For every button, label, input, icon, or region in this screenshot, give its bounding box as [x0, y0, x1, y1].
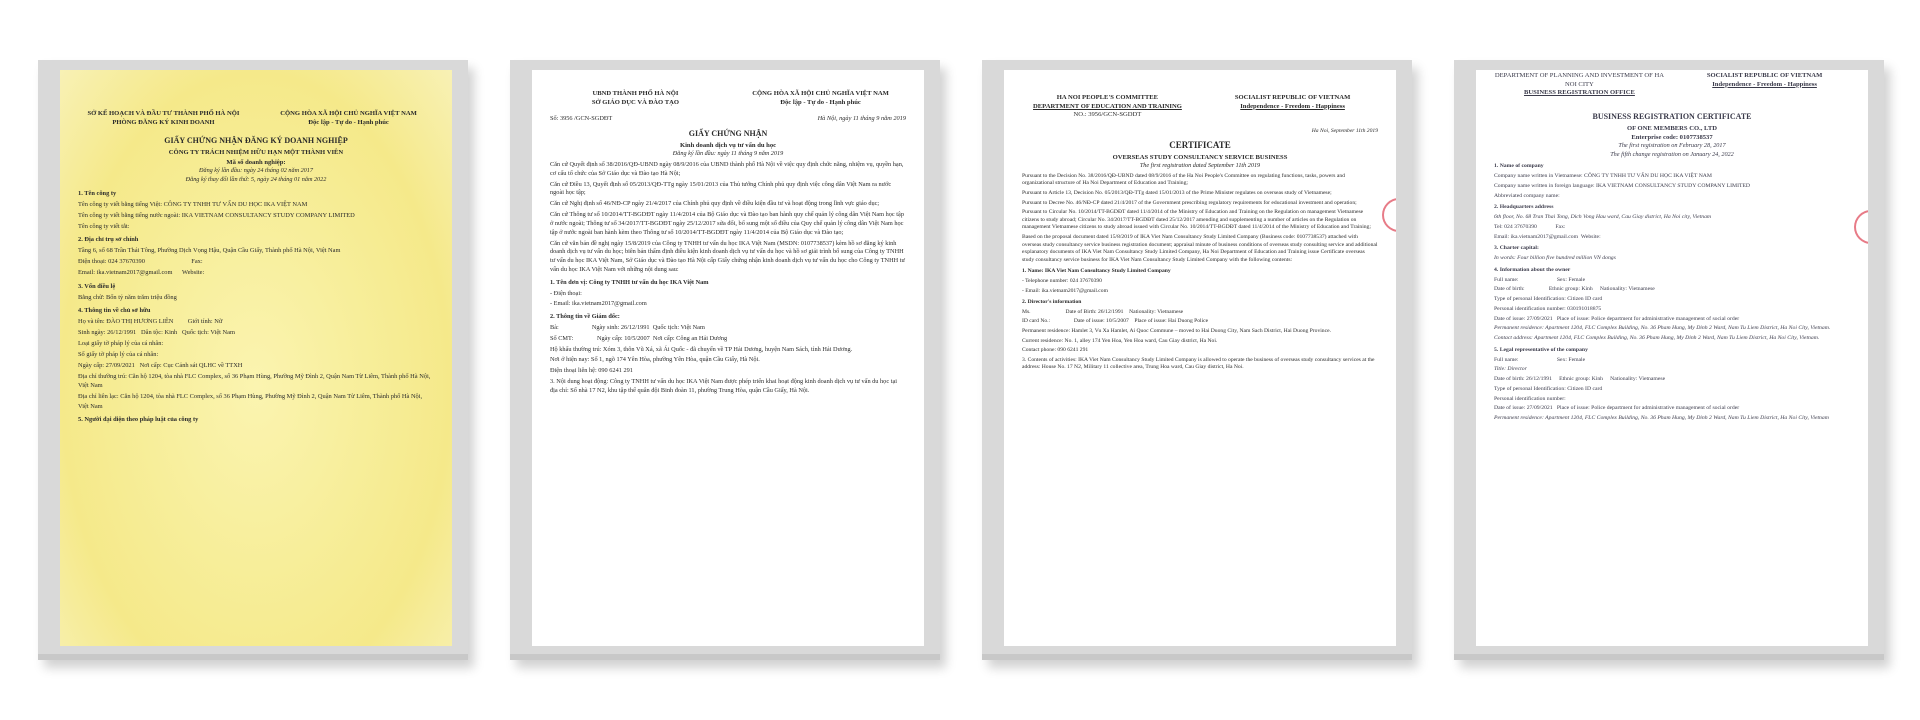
text-line [78, 257, 434, 266]
text-line: Tên công ty viết bằng tiếng nước ngoài: IKA VIETNAM CONSULTANCY STUDY COMPANY LIMITED [78, 211, 355, 219]
text-line [1494, 234, 1850, 242]
paragraph: Pursuant to the Decision No. 38/2016/QĐ-UBND dated 08/9/2016 of the Ha Noi People's Committee on regulating functions, tasks, powers and organizational structure of Ha Noi Department of Education and Training; [1022, 172, 1345, 187]
text-line: Bằng chữ: Bốn tỷ năm trăm triệu đồng [78, 293, 177, 301]
nation-line: CỘNG HÒA XÃ HỘI CHỦ NGHĨA VIỆT NAM [280, 110, 417, 117]
first-registration: The first registration on February 28, 2017 [1618, 142, 1726, 150]
text-line: - Email: ika.vietnam2017@gmail.com [1022, 287, 1108, 294]
text-line: 6th floor, No. 68 Tran Thai Tong, Dich Vong Hau ward, Cau Giay district, Ha Noi city, Vietnam [1494, 214, 1712, 221]
text-line: Company name written in foreign language: IKA VIETNAM CONSULTANCY STUDY COMPANY LIMITED [1494, 182, 1751, 189]
issue-date: Hà Nội, ngày 11 tháng 9 năm 2019 [817, 115, 906, 123]
section-heading: 2. Headquarters address [1494, 204, 1554, 211]
text-line [550, 324, 906, 333]
text-line [1494, 316, 1850, 324]
document-card-4[interactable] [1454, 60, 1884, 660]
field-value: Tel: 024 37670390 [1494, 223, 1537, 230]
field-value: Date of Birth: 26/12/1991 [1065, 308, 1124, 315]
section-heading: 1. Tên đơn vị: Công ty TNHH tư vấn du học IKA Việt Nam [550, 278, 709, 286]
text-line: Tên công ty viết bằng tiếng Việt: CÔNG TY TNHH TƯ VẤN DU HỌC IKA VIỆT NAM [78, 200, 308, 208]
field-value: Nationality: Vietnamese [1599, 286, 1655, 293]
nation-line: SOCIALIST REPUBLIC OF VIETNAM [1234, 94, 1351, 101]
field-value: Sex: Female [1556, 276, 1586, 283]
motto-line: Độc lập - Tự do - Hạnh phúc [308, 118, 389, 126]
text-line: Contact phone: 090 6241 291 [1022, 347, 1089, 354]
text-line: Loại giấy tờ pháp lý của cá nhân: [78, 340, 164, 348]
paragraph: Pursuant to Circular No. 10/2014/TT-BGDĐT dated 11/4/2014 of the Ministry of Education and Training on the Regulation on management Vietnamese citizens to study abroad; Circular No. 34/2017/TT-BGDĐT dated 25/12/2017 amending and supplementing a number of articles on the Regulation on management Vietnamese citizens to study abroad issued with Circular No. 10/2014/TT-BGDĐT dated 11/4/2014 of the Ministry of Education and Training; [1022, 209, 1371, 231]
document-card-1[interactable] [38, 60, 468, 660]
issuer-line: SỞ GIÁO DỤC VÀ ĐÀO TẠO [591, 98, 679, 106]
red-seal-icon [1854, 210, 1868, 244]
text-line: Hộ khẩu thường trú: Xóm 3, thôn Vũ Xá, xã Ái Quốc - đã chuyển về TP Hải Dương, huyện Nam Sách, tỉnh Hải Dương. [550, 345, 853, 353]
text-line [1494, 357, 1850, 365]
issuer-line: UBND THÀNH PHỐ HÀ NỘI [592, 90, 679, 97]
document-subtitle: Kinh doanh dịch vụ tư vấn du học [679, 142, 777, 150]
text-line: Permanent residence: Hamlet 3, Vu Xa Hamlet, Ai Quoc Commune – moved to Hai Duong City, Nam Sach District, Hai Duong Province. [1022, 327, 1331, 334]
text-line [78, 268, 434, 277]
motto-line: Độc lập - Tự do - Hạnh phúc [780, 98, 861, 106]
nation-line: CỘNG HÒA XÃ HỘI CHỦ NGHĨA VIỆT NAM [752, 90, 889, 97]
nation-line: SOCIALIST REPUBLIC OF VIETNAM [1706, 72, 1823, 79]
text-line: Nơi ở hiện nay: Số 1, ngõ 174 Yên Hòa, phường Yên Hòa, quận Cầu Giấy, Hà Nội. [550, 356, 760, 364]
field-value: Date of birth: [1494, 286, 1525, 293]
text-line: Type of personal Identification: Citizen ID card [1494, 296, 1603, 303]
paragraph: Pursuant to Decree No. 46/NĐ-CP dated 21/4/2017 of the Government prescribing regulatory requirements for educational investment and operation; [1022, 199, 1357, 206]
text-line: Số giấy tờ pháp lý của cá nhân: [78, 351, 159, 359]
document-page [1476, 70, 1868, 646]
field-value: Dân tộc: Kinh [141, 328, 178, 336]
field-value: Quốc tịch: Việt Nam [182, 328, 235, 336]
field-value: Ethnic group: Kinh [1548, 286, 1593, 293]
paragraph: Căn cứ Điều 13, Quyết định số 05/2013/QĐ-TTg ngày 15/01/2013 của Thủ tướng Chính phủ quy định việc công dân Việt Nam ra nước ngoài học tập; [550, 180, 892, 197]
text-line: Company name written in Vietnamese: CÔNG TY TNHH TƯ VẤN DU HỌC IKA VIỆT NAM [1494, 173, 1712, 180]
field-value: Ngày cấp: 27/09/2021 [78, 362, 135, 370]
field-value: Bà: [550, 324, 559, 332]
paragraph: Căn cứ Thông tư số 10/2014/TT-BGDĐT ngày 11/4/2014 của Bộ Giáo dục và Đào tạo ban hành quy chế quản lý công dân Việt Nam học tập ở nước ngoài; Thông tư số 34/2017/TT-BGDĐT ngày 25/12/2017 sửa đổi, bổ sung một số điều của Quy chế quản lý công dân Việt Nam học tập ở nước ngoài ban hành kèm theo Thông tư số 10/2014/TT-BGDĐT ngày 11/4/2014 của Bộ Giáo dục và Đào tạo; [550, 211, 904, 236]
field-value: Date of issue: 27/09/2021 [1494, 405, 1553, 412]
document-title: BUSINESS REGISTRATION CERTIFICATE [1592, 111, 1752, 121]
document-card-2[interactable] [510, 60, 940, 660]
paragraph: Căn cứ Quyết định số 38/2016/QĐ-UBND ngày 08/9/2016 của UBND thành phố Hà Nội về việc quy định chức năng, nhiệm vụ, quyền hạn, cơ cấu tổ chức của Sở Giáo dục và Đào tạo Hà Nội; [550, 161, 904, 177]
issuer-line: DEPARTMENT OF PLANNING AND INVESTMENT OF HA NOI CITY [1494, 72, 1664, 88]
issuer-line: SỞ KẾ HOẠCH VÀ ĐẦU TƯ THÀNH PHỐ HÀ NỘI [87, 110, 240, 117]
text-line: Abbreviated company name: [1494, 192, 1560, 199]
field-value: Điện thoại: 024 37670390 [78, 258, 145, 266]
paragraph: Căn cứ Nghị định số 46/NĐ-CP ngày 21/4/2017 của Chính phủ quy định về điều kiện đầu tư và hoạt động trong lĩnh vực giáo dục; [550, 200, 880, 208]
first-registration: The first registration dated September 11th 2019 [1139, 162, 1261, 170]
text-line: Địa chỉ thường trú: Căn hộ 1204, tòa nhà FLC Complex, số 36 Phạm Hùng, Phường Mỹ Đình 2, Quận Nam Từ Liêm, Thành phố Hà Nội, Việt Nam [78, 373, 431, 390]
section-heading: 4. Thông tin về chủ sở hữu [78, 306, 151, 314]
first-registration: Đăng ký lần đầu: ngày 24 tháng 02 năm 2017 [199, 167, 313, 175]
field-value: Place of issue: Police department for administrative management of social order [1556, 315, 1740, 322]
text-line: Personal identification number: [1494, 395, 1566, 402]
section-heading: 5. Người đại diện theo pháp luật của công ty [78, 415, 199, 423]
document-number: NO.: 3956/GCN-SGDDT [1073, 111, 1142, 119]
text-line: Title: Director [1494, 366, 1527, 373]
text-line [550, 335, 906, 344]
text-line: - Điện thoại: [550, 289, 582, 297]
paragraph: Căn cứ văn bản đề nghị ngày 15/8/2019 của Công ty TNHH tư vấn du học IKA Việt Nam (MSDN: 0107738537) kèm hồ sơ đăng ký kinh doanh dịch vụ tư vấn du học; biên bản thẩm định điều kiện kinh doanh dịch vụ tư vấn du học và hồ sơ giải trình bổ sung của Công ty TNHH tư vấn du học IKA Việt Nam, Sở Giáo dục và Đào tạo Hà Nội cấp Giấy chứng nhận kinh doanh dịch vụ tư vấn du học cho Công ty TNHH tư vấn du học IKA Việt Nam với những nội dung sau: [550, 239, 905, 273]
document-title: CERTIFICATE [1169, 140, 1231, 151]
text-line [1494, 277, 1850, 285]
field-value: Nơi cấp: Công an Hải Dương [652, 334, 728, 342]
text-line [78, 328, 434, 337]
text-line [1022, 318, 1378, 326]
section-heading: 1. Tên công ty [78, 189, 117, 197]
text-line: Địa chỉ liên lạc: Căn hộ 1204, tòa nhà FLC Complex, số 36 Phạm Hùng, Phường Mỹ Đình 2, Quận Nam Từ Liêm, Thành phố Hà Nội, Việt Nam [78, 393, 423, 410]
text-line [1022, 309, 1378, 317]
enterprise-code: Enterprise code: 0107738537 [1631, 133, 1713, 141]
field-value: Sinh ngày: 26/12/1991 [78, 328, 137, 336]
text-line: Type of personal Identification: Citizen ID card [1494, 385, 1603, 392]
issuer-line: DEPARTMENT OF EDUCATION AND TRAINING [1033, 102, 1182, 110]
section-heading: 3. Charter capital: [1494, 245, 1539, 252]
section-heading: 2. Địa chỉ trụ sở chính [78, 236, 139, 244]
document-page [60, 70, 452, 646]
text-line: Permanent residence: Apartment 1204, FLC Complex Building, No. 36 Pham Hung, My Dinh 2 Ward, Nam Tu Liem District, Ha Noi City, Vietnam [1494, 415, 1829, 422]
field-value: Sex: Female [1556, 356, 1586, 363]
section-heading: 2. Director's information [1022, 299, 1082, 306]
document-card-3[interactable] [982, 60, 1412, 660]
field-value: Email: ika.vietnam2017@gmail.com [78, 269, 173, 277]
motto-line: Independence - Freedom - Happiness [1240, 102, 1345, 110]
field-value: Ms. [1022, 308, 1031, 315]
text-line: Permanent residence: Apartment 1204, FLC Complex Building, No. 36 Pham Hung, My Dinh 2 Ward, Nam Tu Liem District, Ha Noi City, Vietnam. [1494, 325, 1831, 332]
field-value: Date of issue: 27/09/2021 [1494, 315, 1553, 322]
red-seal-icon [1382, 198, 1396, 232]
field-value: Full name: [1494, 276, 1519, 283]
issuer-line: PHÒNG ĐĂNG KÝ KINH DOANH [112, 118, 215, 126]
field-value: Nationality: Vietnamese [1610, 376, 1666, 383]
field-value: Nơi cấp: Cục Cảnh sát QLHC về TTXH [139, 362, 243, 370]
motto-line: Independence - Freedom - Happiness [1712, 80, 1817, 88]
field-value: Ngày sinh: 26/12/1991 [591, 324, 650, 332]
document-page [532, 70, 924, 646]
text-line: Tầng 6, số 68 Trần Thái Tông, Phường Dịch Vọng Hậu, Quận Cầu Giấy, Thành phố Hà Nội, Việt Nam [78, 247, 341, 255]
field-value: Fax: [1555, 223, 1566, 230]
text-line: Current residence: No. 1, alley 174 Yen Hoa, Yen Hoa ward, Cau Giay district, Ha Noi. [1022, 337, 1218, 344]
document-number: Số: 3956 /GCN-SGDĐT [550, 115, 613, 123]
text-line [1494, 224, 1850, 232]
text-line: Tên công ty viết tắt: [78, 223, 130, 231]
change-registration: The fifth change registration on January 24, 2022 [1610, 150, 1734, 158]
field-value: Place of issue: Hai Duong Police [1134, 318, 1209, 325]
field-value: Giới tính: Nữ [187, 317, 223, 325]
document-subtitle: OVERSEAS STUDY CONSULTANCY SERVICE BUSINESS [1112, 153, 1288, 161]
field-value: Date of birth: 26/12/1991 [1494, 376, 1552, 383]
section-heading: 4. Information about the owner [1494, 266, 1571, 273]
text-line [78, 317, 434, 326]
issuer-line: BUSINESS REGISTRATION OFFICE [1523, 89, 1635, 97]
section-heading: 5. Legal representative of the company [1494, 346, 1588, 353]
text-line [1494, 286, 1850, 294]
text-line: Personal identification number: 030191018875 [1494, 305, 1602, 312]
field-value: Fax: [191, 258, 203, 266]
field-value: Quốc tịch: Việt Nam [652, 324, 705, 332]
text-line: Contact address: Apartment 1204, FLC Complex Building, No. 36 Pham Hung, My Dinh 2 Ward, Nam Tu Liem District, Ha Noi City, Vietnam. [1494, 335, 1820, 342]
document-subtitle: CÔNG TY TRÁCH NHIỆM HỮU HẠN MỘT THÀNH VIÊN [168, 149, 344, 157]
paragraph: Based on the proposal document dated 15/8/2019 of IKA Viet Nam Consultancy Study Limited Company (Business code: 0107738537) attached with overseas study consultancy service business registration document; appraisal minute of business conditions of overseas study consulting service and additional explanatory documents of IKA Viet Nam Consultancy Study Limited Company, Ha Noi Department of Education and Training issue Certificate overseas study consultancy service business for IKA Viet Nam Consultancy Study Limited Company with the following contents: [1022, 234, 1378, 263]
field-value: Email: ika.vietnam2017@gmail.com [1494, 233, 1579, 240]
document-title: GIẤY CHỨNG NHẬN [688, 128, 768, 138]
text-line [1494, 405, 1850, 413]
first-registration: Đăng ký lần đầu: ngày 11 tháng 9 năm 2019 [672, 150, 784, 158]
text-line [78, 361, 434, 370]
document-title: GIẤY CHỨNG NHẬN ĐĂNG KÝ DOANH NGHIỆP [164, 136, 348, 146]
field-value: Số CMT: [550, 334, 574, 342]
field-value: Date of issue: 10/5/2007 [1073, 318, 1129, 325]
document-page [1004, 70, 1396, 646]
text-line: - Email: ika.vietnam2017@gmail.com [550, 300, 647, 308]
field-value: Website: [182, 269, 205, 277]
section-heading: 2. Thông tin về Giám đốc: [550, 313, 620, 321]
document-subtitle: OF ONE MEMBERS CO., LTD [1626, 124, 1717, 132]
section-heading: 3. Vốn điều lệ [78, 282, 116, 290]
section-heading: 1. Name of company [1494, 163, 1544, 170]
change-registration: Đăng ký thay đổi lần thứ: 5, ngày 24 tháng 01 năm 2022 [185, 176, 327, 183]
field-value: Place of issue: Police department for administrative management of social order [1556, 405, 1740, 412]
field-value: ID card No.: [1022, 318, 1051, 325]
field-value: Họ và tên: ĐÀO THỊ HƯƠNG LIÊN [78, 317, 174, 325]
issuer-line: HA NOI PEOPLE'S COMMITTEE [1056, 94, 1159, 101]
text-line [1494, 376, 1850, 384]
paragraph: Pursuant to Article 13, Decision No. 05/2013/QĐ-TTg dated 15/01/2013 of the Prime Minister regulates on overseas study of Vietnamese; [1022, 190, 1332, 197]
enterprise-code: Mã số doanh nghiệp: [226, 158, 286, 166]
field-value: Nationality: Vietnamese [1129, 308, 1184, 315]
issue-date: Ha Noi, September 11th 2019 [1311, 127, 1378, 134]
section-heading: 1. Name: IKA Viet Nam Consultancy Study Limited Company [1022, 268, 1171, 275]
field-value: Full name: [1494, 356, 1519, 363]
paragraph: 3. Contents of activities: IKA Viet Nam Consultancy Study Limited Company is allowed to operate the business of overseas study consultancy services at the address: House No. 17 N2, Military 11 collective area, Trung Hoa ward, Cau Giay district, Ha Noi. [1022, 356, 1375, 371]
text-line: - Telephone number: 024 37670390 [1022, 278, 1102, 285]
text-line: In words: Four billion five hundred million VN dongs [1494, 255, 1616, 262]
text-line: Điện thoại liên hệ: 090 6241 291 [550, 367, 633, 375]
field-value: Ethnic group: Kinh [1559, 376, 1604, 383]
field-value: Website: [1580, 233, 1601, 240]
paragraph: 3. Nội dung hoạt động: Công ty TNHH tư vấn du học IKA Việt Nam được phép triển khai hoạt động kinh doanh dịch vụ tư vấn du học tại địa chỉ: Số nhà 17 N2, khu tập thể quân đội Binh đoàn 11, phường Trung Hòa, quận Cầu Giấy, Hà Nội. [550, 378, 897, 394]
field-value: Ngày cấp: 10/5/2007 [596, 334, 650, 342]
